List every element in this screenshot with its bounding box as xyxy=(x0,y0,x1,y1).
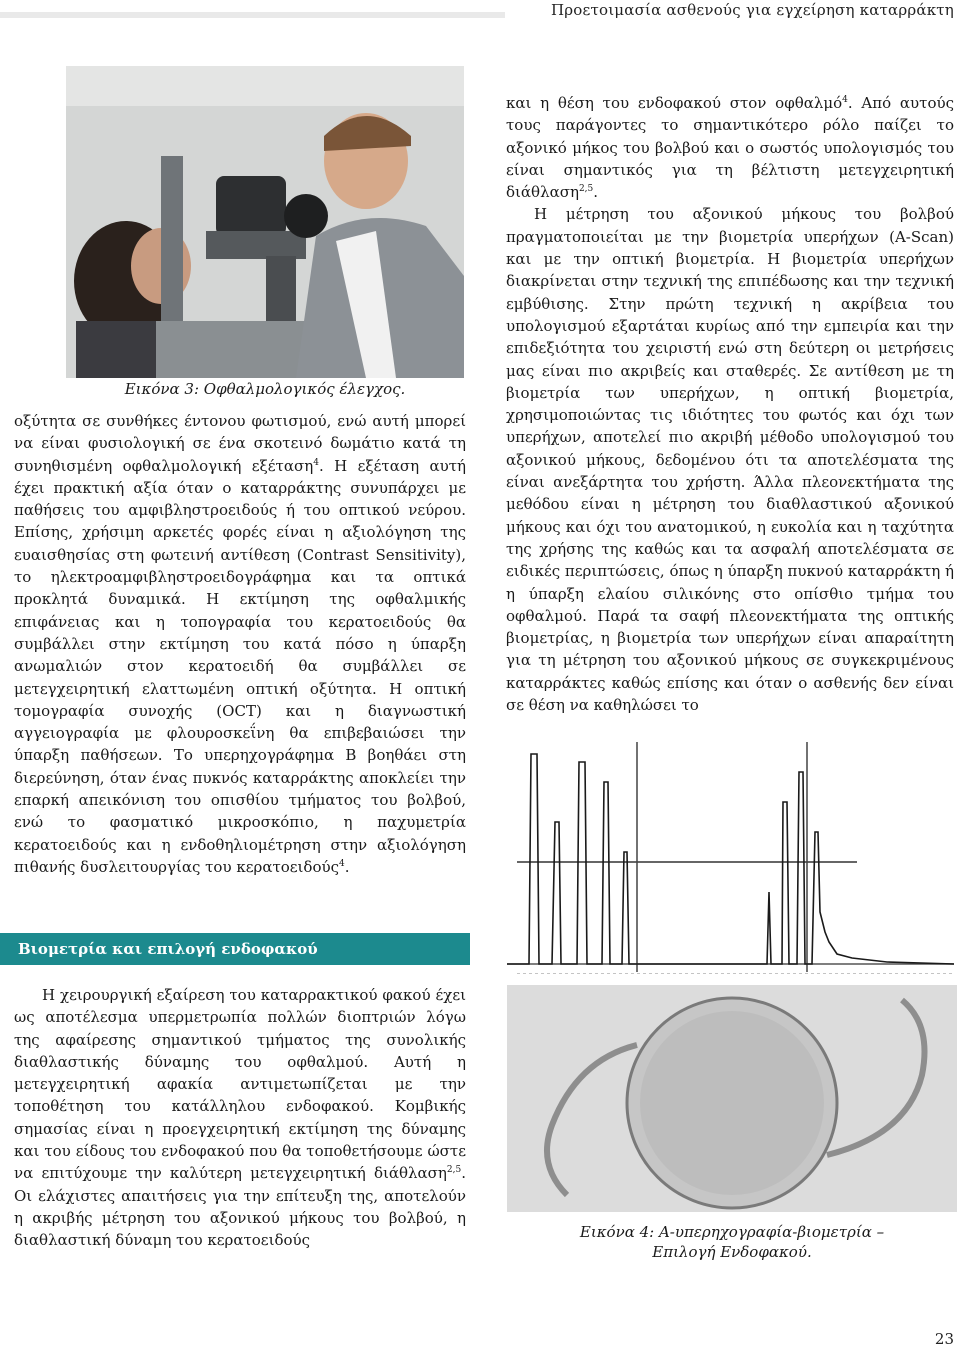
left-column-text xyxy=(14,410,466,878)
paragraph: και η θέση του ενδοφακού στον οφθαλμό$^4$. Από αυτούς τους παράγοντες το σημαντικότερο ρόλο παίζει το αξονικό μήκος του βολβού και ο σωστός υπολογισμός του είναι σημαντικός για τη βέλτιστη μετεγχειρητική διάθλαση$^{2,5}$. xyxy=(506,94,955,202)
paragraph: Η χειρουργική εξαίρεση του καταρρακτικού φακού έχει ως αποτέλεσμα υπερμετρωπία πολλών διοπτριών λόγω της αφαίρεσης σημαντικού τμήματος της συνολικής διαθλαστικής δύναμης του οφθαλμού. Αυτή η μετεγχειρητική αφακία αντιμετωπίζεται με την τοποθέτηση του κατάλληλου ενδοφακού. Κομβικής σημασίας είναι η προεγχειρητική εκτίμηση της δύναμης και του είδους του ενδοφακού που θα τοποθετήσουμε ώστε να επιτύχουμε την καλύτερη μετεγχειρητική διάθλαση$^{2,5}$. Οι ελάχιστες απαιτήσεις για την επίτευξη της, αποτελούν η ακριβής μέτρηση του αξονικού μήκους του βολβού, η διαθλαστική δύναμη του κερατοειδούς xyxy=(14,986,466,1250)
eye-exam-photo xyxy=(66,66,464,378)
figure3-caption: Εικόνα 3: Οφθαλμολογικός έλεγχος. xyxy=(124,380,406,398)
header-rule xyxy=(0,12,505,18)
a-scan-trace xyxy=(507,742,954,974)
right-column-text xyxy=(506,92,954,716)
paragraph: Η μέτρηση του αξονικού μήκους του βολβού πραγματοποιείται με την βιομετρία υπερήχων (A-Scan) και με την οπτική βιομετρία. Η βιομετρία υπερήχων διακρίνεται στην τεχνική της επιπέδωσης και την τεχνική εμβύθισης. Στην πρώτη τεχνική η ακρίβεια του υπολογισμού εξαρτάται κυρίως από την εμπειρία και την επιδεξιότητα του χειριστή ενώ στη δεύτερη οι μετρήσεις μας είναι πιο ακριβείς και σταθερές. Σε αντίθεση με τη βιομετρία των υπερήχων, η οπτική βιομετρία, χρησιμοποιώντας τις ιδιότητες του φωτός και όχι των υπερήχων, αποτελεί πιο ακριβή μέθοδο υπολογισμού του αξονικού μήκους, δεδομένου ότι τα αποτελέσματα της είναι ανεξάρτητα του χρήστη. Άλλα πλεονεκτήματα της μεθόδου είναι η μέτρηση του διαθλαστικού αξονικού μήκους και όχι του ανατομικού, η ευκολία και η ταχύτητα της χρήσης της καθώς και τα ασφαλή αποτελέσματα σε ειδικές περιπτώσεις, όπως η ύπαρξη πυκνού καταρράκτη ή η ύπαρξη ελαίου σιλικόνης στο οπίσθιο τμήμα του οφθαλμού. Παρά τα σαφή πλεονεκτήματα της οπτικής βιομετρίας, η βιομετρία των υπερήχων είναι απαραίτητη για τη μέτρηση του αξονικού μήκους σε συγκεκριμένους καταρράκτες καθώς επίσης και όταν ο ασθενής δεν είναι σε θέση να καθηλώσει το xyxy=(506,205,954,715)
page-number: 23 xyxy=(934,1330,954,1348)
paragraph: οξύτητα σε συνθήκες έντονου φωτισμού, ενώ αυτή μπορεί να είναι φυσιολογική σε ένα σκοτεινό δωμάτιο κατά τη συνηθισμένη οφθαλμολογική εξέταση$^4$. Η εξέταση αυτή έχει πρακτική αξία όταν ο καταρράκτης συνυπάρχει με παθήσεις του αμφιβληστροειδούς ή του οπτικού νεύρου. Επίσης, χρήσιμη αρκετές φορές είναι η αξιολόγηση της ευαισθησίας στη φωτεινή αντίθεση (Contrast Sensitivity), το ηλεκτροαμφιβληστροειδογράφημα και τα οπτικά προκλητά δυναμικά. Η εκτίμηση της οφθαλμικής επιφάνειας και η τοπογραφία του κερατοειδούς θα συμβάλλει στην εκτίμηση του κατά πόσο η ύπαρξη ανωμαλιών στον κερατοειδή θα συμβάλλει σε μετεγχειρητική ελαττωμένη οπτική οξύτητα. Η οπτική τομογραφία συνοχής (OCT) και η διαγνωστική αγγειογραφία με φλουροσκεΐνη θα επιβεβαιώσει την ύπαρξη παθήσεων. Το υπερηχογράφημα Β βοηθάει στη διερεύνηση, όταν ένας πυκνός καταρράκτης αποκλείει την επαρκή απεικόνιση του οπισθίου τμήματος του βολβού, ενώ το φασματικό μικροσκόπιο, η παχυμετρία κερατοειδούς και η ενδοθηλιομέτρηση στην αξιολόγηση πιθανής δυσλειτουργίας του κερατοειδούς$^4$. xyxy=(14,412,466,876)
eye-exam-illustration xyxy=(66,66,464,378)
figure4-caption xyxy=(507,1222,957,1262)
figure4-caption-line2: Επιλογή Ενδοφακού. xyxy=(652,1243,812,1261)
intraocular-lens-photo xyxy=(507,985,957,1212)
running-header: Προετοιμασία ασθενούς για εγχείρηση καταρράκτη xyxy=(551,1,954,19)
left-column-text-2 xyxy=(14,984,466,1252)
intraocular-lens-illustration xyxy=(507,985,957,1212)
figure4-caption-line1: Εικόνα 4: Α-υπερηχογραφία-βιομετρία – xyxy=(579,1223,885,1241)
section-heading: Βιομετρία και επιλογή ενδοφακού xyxy=(0,933,470,965)
